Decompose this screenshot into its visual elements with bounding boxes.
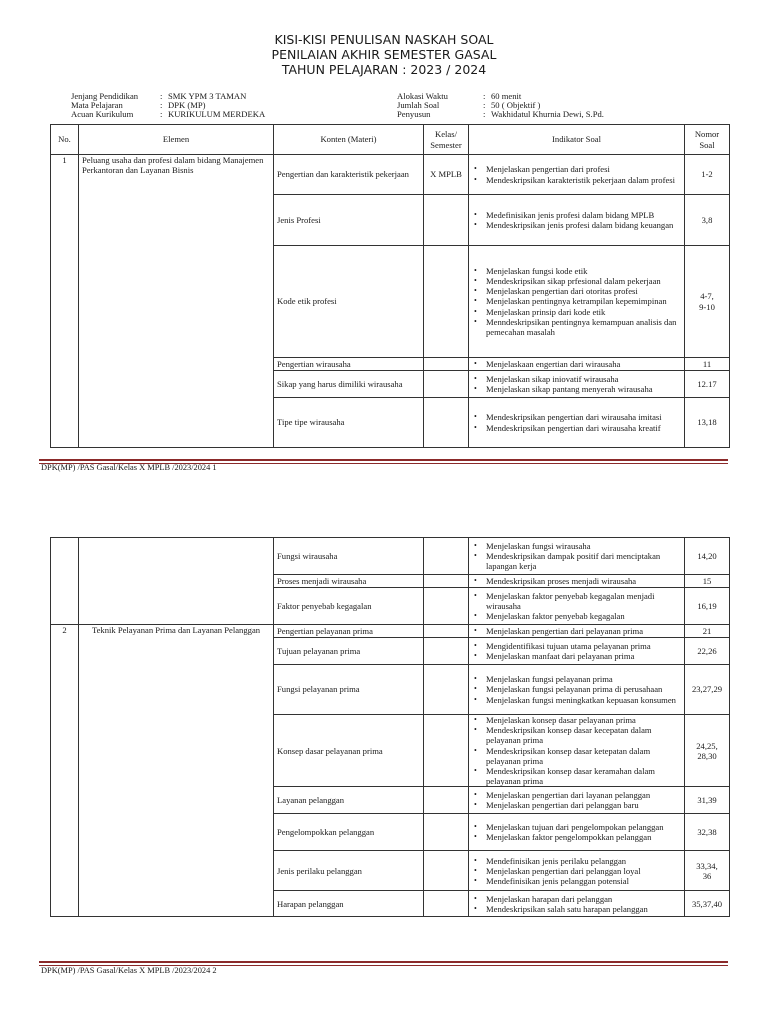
konten-cell: Pengertian pelayanan prima [274,625,424,638]
title-line-1: KISI-KISI PENULISAN NASKAH SOAL [274,32,494,47]
indikator-item: • Menjelaskan pentingnya ketrampilan kepemimpinan [472,296,681,306]
konten-cell: Pengertian dan karakteristik pekerjaan [274,155,424,195]
meta-value: DPK (MP) [168,99,206,110]
konten-cell: Pengertian wirausaha [274,358,424,371]
konten-cell: Harapan pelanggan [274,891,424,917]
row-number: 1 [51,155,79,448]
indikator-cell [469,625,685,638]
table-row [51,625,730,638]
nomor-cell: 21 [685,625,730,638]
indikator-item: • Mengidentifikasi tujuan utama pelayanan prima [472,641,681,651]
page-footer: DPK(MP) /PAS Gasal/Kelas X MPLB /2023/2024 1 [41,463,217,472]
indikator-item: • Mendefinisikan jenis perilaku pelanggan [472,856,681,866]
indikator-item: • Menjelaskan sikap iniovatif wirausaha [472,374,681,384]
konten-cell: Proses menjadi wirausaha [274,575,424,588]
indikator-item: • Mendeskripsikan karakteristik pekerjaan dalam profesi [472,175,681,185]
meta-value: 50 ( Objektif ) [491,99,541,110]
indikator-item: • Mendeskripsikan jenis profesi dalam bidang keuangan [472,220,681,230]
indikator-item: • Menjelaskan pengertian dari pelanggan baru [472,800,681,810]
konten-cell: Layanan pelanggan [274,787,424,814]
indikator-item: • Menjelaskan pengertian dari otoritas profesi [472,286,681,296]
nomor-cell: 23,27,29 [685,665,730,715]
indikator-item: • Mendeskripsikan salah satu harapan pelanggan [472,904,681,914]
table-header-row [51,125,730,155]
konten-cell: Fungsi pelayanan prima [274,665,424,715]
indikator-item: • Menjelaskan faktor penyebab kegagalan menjadi wirausaha [472,591,681,611]
indikator-item: • Medefinisikan jenis profesi dalam bidang MPLB [472,210,681,220]
nomor-cell: 4-7, 9-10 [685,246,730,358]
indikator-item: • Mendefinisikan jenis pelanggan potensial [472,876,681,886]
nomor-cell: 1-2 [685,155,730,195]
indikator-item: • Menjelaskan manfaat dari pelayanan prima [472,651,681,661]
nomor-cell: 13,18 [685,398,730,448]
indikator-cell [469,371,685,398]
meta-label: Mata Pelajaran [71,99,123,110]
indikator-item: • Menndeskripsikan pentingnya kemampuan analisis dan pemecahan masalah [472,317,681,337]
indikator-cell [469,638,685,665]
indikator-item: • Menjelaskaan engertian dari wirausaha [472,359,681,369]
indikator-item: • Menjelaskan pengertian dari profesi [472,164,681,174]
footer-rule [39,961,728,963]
meta-value: SMK YPM 3 TAMAN [168,91,247,101]
indikator-item: • Menjelaskan pengertian dari layanan pelanggan [472,790,681,800]
meta-label: Jenjang Pendidikan [71,91,139,101]
header-no: No. [51,125,79,155]
indikator-item: • Menjelaskan konsep dasar pelayanan prima [472,715,681,725]
indikator-item: • Menjelaskan pengertian dari pelayanan prima [472,626,681,636]
elemen-cell: Teknik Pelayanan Prima dan Layanan Pelanggan [79,625,274,917]
indikator-item: • Mendeskripsikan pengertian dari wirausaha kreatif [472,423,681,433]
indikator-cell [469,891,685,917]
kisi-table-page-2 [50,537,730,917]
indikator-cell [469,851,685,891]
header-konten: Konten (Materi) [274,125,424,155]
konten-cell: Faktor penyebab kegagalan [274,588,424,625]
page-footer: DPK(MP) /PAS Gasal/Kelas X MPLB /2023/2024 2 [41,966,217,975]
indikator-item: • Menjelaskan sikap pantang menyerah wirausaha [472,384,681,394]
nomor-cell: 31,39 [685,787,730,814]
indikator-item: • Menjelaskan tujuan dari pengelompokan pelanggan [472,822,681,832]
indikator-cell [469,575,685,588]
row-number: 2 [51,625,79,917]
indikator-item: • Menjelaskan fungsi wirausaha [472,541,681,551]
indikator-cell [469,246,685,358]
konten-cell: Jenis perilaku pelanggan [274,851,424,891]
indikator-item: • Mendeskripsikan pengertian dari wirausaha imitasi [472,412,681,422]
nomor-cell: 24,25, 28,30 [685,715,730,787]
indikator-cell [469,358,685,371]
nomor-cell: 35,37,40 [685,891,730,917]
indikator-item: • Mendeskripsikan konsep dasar keramahan dalam pelayanan prima [472,766,681,786]
meta-value: KURIKULUM MERDEKA [168,108,266,119]
nomor-cell: 33,34, 36 [685,851,730,891]
kisi-table-page-1 [50,124,730,448]
document-title [0,32,768,77]
indikator-cell [469,398,685,448]
indikator-cell [469,155,685,195]
meta-label: Jumlah Soal [397,99,440,110]
konten-cell: Tujuan pelayanan prima [274,638,424,665]
konten-cell: Tipe tipe wirausaha [274,398,424,448]
table-row [51,538,730,575]
konten-cell: Sikap yang harus dimiliki wirausaha [274,371,424,398]
indikator-item: • Menjelaskan fungsi meningkatkan kepuasan konsumen [472,695,681,705]
meta-value: Wakhidatul Khurnia Dewi, S.Pd. [491,108,604,119]
title-line-3: TAHUN PELAJARAN : 2023 / 2024 [281,62,487,77]
indikator-item: • Menjelaskan fungsi pelayanan prima di perusahaan [472,684,681,694]
title-line-2: PENILAIAN AKHIR SEMESTER GASAL [271,47,497,62]
konten-cell: Kode etik profesi [274,246,424,358]
indikator-item: • Menjelaskan pengertian dari pelanggan loyal [472,866,681,876]
indikator-item: • Menjelaskan fungsi kode etik [472,266,681,276]
indikator-item: • Mendeskripsikan sikap prfesional dalam pekerjaan [472,276,681,286]
indikator-item: • Menjelaskan prinsip dari kode etik [472,307,681,317]
indikator-item: • Menjelaskan fungsi pelayanan prima [472,674,681,684]
indikator-cell [469,588,685,625]
nomor-cell: 32,38 [685,814,730,851]
meta-right: Alokasi Waktu : 60 menit Jumlah Soal : 50 ( Objektif ) Penyusun : Wakhidatul Khurnia Dewi, S.Pd. [397,91,604,119]
nomor-cell: 12.17 [685,371,730,398]
nomor-cell: 3,8 [685,195,730,246]
indikator-cell [469,787,685,814]
indikator-item: • Menjelaskan faktor penyebab kegagalan [472,611,681,621]
header-indikator: Indikator Soal [469,125,685,155]
elemen-cell: Peluang usaha dan profesi dalam bidang Manajemen Perkantoran dan Layanan Bisnis [79,155,274,448]
indikator-item: • Mendeskripsikan konsep dasar kecepatan dalam pelayanan prima [472,725,681,745]
konten-cell: Jenis Profesi [274,195,424,246]
footer-rule [39,459,728,461]
indikator-item: • Mendeskripsikan proses menjadi wirausaha [472,576,681,586]
meta-left: Jenjang Pendidikan : SMK YPM 3 TAMAN Mata Pelajaran : DPK (MP) Acuan Kurikulum : KURIKULUM MERDEKA [71,91,266,119]
konten-cell: Pengelompokkan pelanggan [274,814,424,851]
indikator-item: • Menjelaskan harapan dari pelanggan [472,894,681,904]
nomor-cell: 14,20 [685,538,730,575]
indikator-item: • Mendeskripsikan konsep dasar ketepatan dalam pelayanan prima [472,746,681,766]
table-row [51,155,730,195]
meta-label: Alokasi Waktu [397,91,448,101]
indikator-cell [469,814,685,851]
indikator-cell [469,715,685,787]
meta-label: Acuan Kurikulum [71,108,134,119]
nomor-cell: 22,26 [685,638,730,665]
indikator-item: • Menjelaskan faktor pengelompokkan pelanggan [472,832,681,842]
header-kelas: Kelas/ Semester [424,125,469,155]
header-nomor: Nomor Soal [685,125,730,155]
indikator-item: • Mendeskripsikan dampak positif dari menciptakan lapangan kerja [472,551,681,571]
indikator-cell [469,195,685,246]
kelas-cell: X MPLB [424,155,469,195]
indikator-cell [469,665,685,715]
meta-value: 60 menit [491,91,522,101]
nomor-cell: 16,19 [685,588,730,625]
konten-cell: Konsep dasar pelayanan prima [274,715,424,787]
indikator-cell [469,538,685,575]
meta-label: Penyusun [397,108,431,119]
konten-cell: Fungsi wirausaha [274,538,424,575]
header-elemen: Elemen [79,125,274,155]
nomor-cell: 15 [685,575,730,588]
nomor-cell: 11 [685,358,730,371]
